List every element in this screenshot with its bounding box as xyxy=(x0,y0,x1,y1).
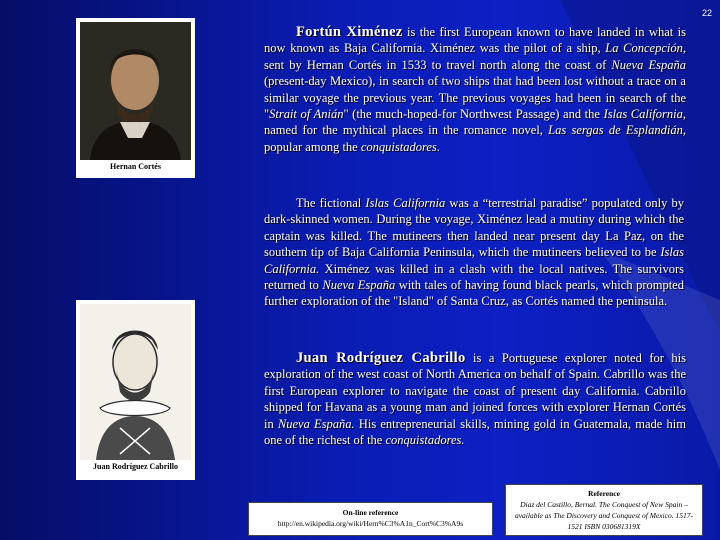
portrait-juan-cabrillo xyxy=(76,300,195,480)
portrait-image-cortes xyxy=(80,22,191,160)
text-run: (present-day Mexico), in search of two ships that had been lost without a trace on a similar voyage the previous year. The previous voyages had been in search of the " xyxy=(264,74,686,122)
italic-run: La Concepción, xyxy=(605,41,686,56)
italic-run: Strait of Anián xyxy=(269,107,344,122)
italic-run: Islas California. xyxy=(264,245,684,276)
book-reference-title: Reference xyxy=(588,489,620,498)
text-run: " (the much-hoped-for Northwest Passage) and the xyxy=(343,107,604,122)
text-run: , named for the mythical places in the romance novel, xyxy=(264,107,686,138)
book-reference-text: Diaz del Castillo, Bernal. The Conquest of New Spain – available as The Discovery and Conquest of Mexico. 1517-1521 ISBN 030681319X xyxy=(514,500,694,531)
text-run: Ximénez was killed in a clash with the local natives. The survivors returned to xyxy=(264,261,684,293)
portrait-image-cabrillo xyxy=(80,304,191,460)
online-reference-link[interactable]: http://en.wikipedia.org/wiki/Hern%C3%A1n_Cort%C3%A9s xyxy=(277,519,464,528)
portrait-hernan-cortes xyxy=(76,18,195,178)
text-run: , popular among the xyxy=(264,123,686,154)
italic-run: Islas California xyxy=(603,107,683,122)
italic-run: Nueva España xyxy=(611,57,687,72)
italic-run: Nueva España. xyxy=(277,416,355,431)
portrait-caption-cortes: Hernan Cortés xyxy=(110,162,161,171)
text-run: The fictional xyxy=(296,196,366,210)
text-run: . xyxy=(436,139,440,154)
italic-run: conquistadores. xyxy=(385,433,465,448)
text-run: is a Portuguese explorer noted for his exploration of the west coast of North America on behalf of Spain. Cabrillo was the first European explorer to navigate the coast of present day California. Cabrillo shipped for Havana as a young man and joined forces with explorer Hernan Cortés in xyxy=(264,351,686,431)
name-fortun-ximenez: Fortún Ximénez xyxy=(296,24,403,40)
text-run: with tales of having found black pearls, which prompted further exploration of the "Island" of Santa Cruz, as Cortés named the peninsula. xyxy=(264,278,684,309)
page-number: 22 xyxy=(701,8,712,18)
name-juan-cabrillo: Juan Rodríguez Cabrillo xyxy=(296,350,466,366)
paragraph-juan-cabrillo xyxy=(264,350,686,448)
text-run: is the first European known to have landed in what is now known as Baja California. Ximénez was the pilot of a ship, xyxy=(264,25,686,56)
paragraph-islas-california xyxy=(264,195,684,310)
text-run: sent by Hernan Cortés in 1533 to travel north along the coast of xyxy=(264,57,612,72)
paragraph-fortun-ximenez xyxy=(264,24,686,155)
online-reference-box xyxy=(248,502,493,536)
italic-run: Islas California xyxy=(365,196,446,210)
italic-run: conquistadores xyxy=(360,139,437,154)
text-run: His entrepreneurial skills, mining gold in Guatemala, made him one of the richest of the xyxy=(264,416,686,448)
portrait-caption-cabrillo: Juan Rodríguez Cabrillo xyxy=(93,462,178,471)
italic-run: Nueva España xyxy=(322,278,396,293)
book-reference-box xyxy=(505,484,703,536)
italic-run: Las sergas de Esplandián xyxy=(548,123,683,138)
text-run: was a “terrestrial paradise” populated only by dark-skinned women. During the voyage, Ximénez lead a mutiny during which the captain was killed. The mutineers then landed near present day La Paz, on the southern tip of Baja California Peninsula, which the mutineers believed to be xyxy=(264,196,684,260)
online-reference-title: On-line reference xyxy=(342,508,399,517)
